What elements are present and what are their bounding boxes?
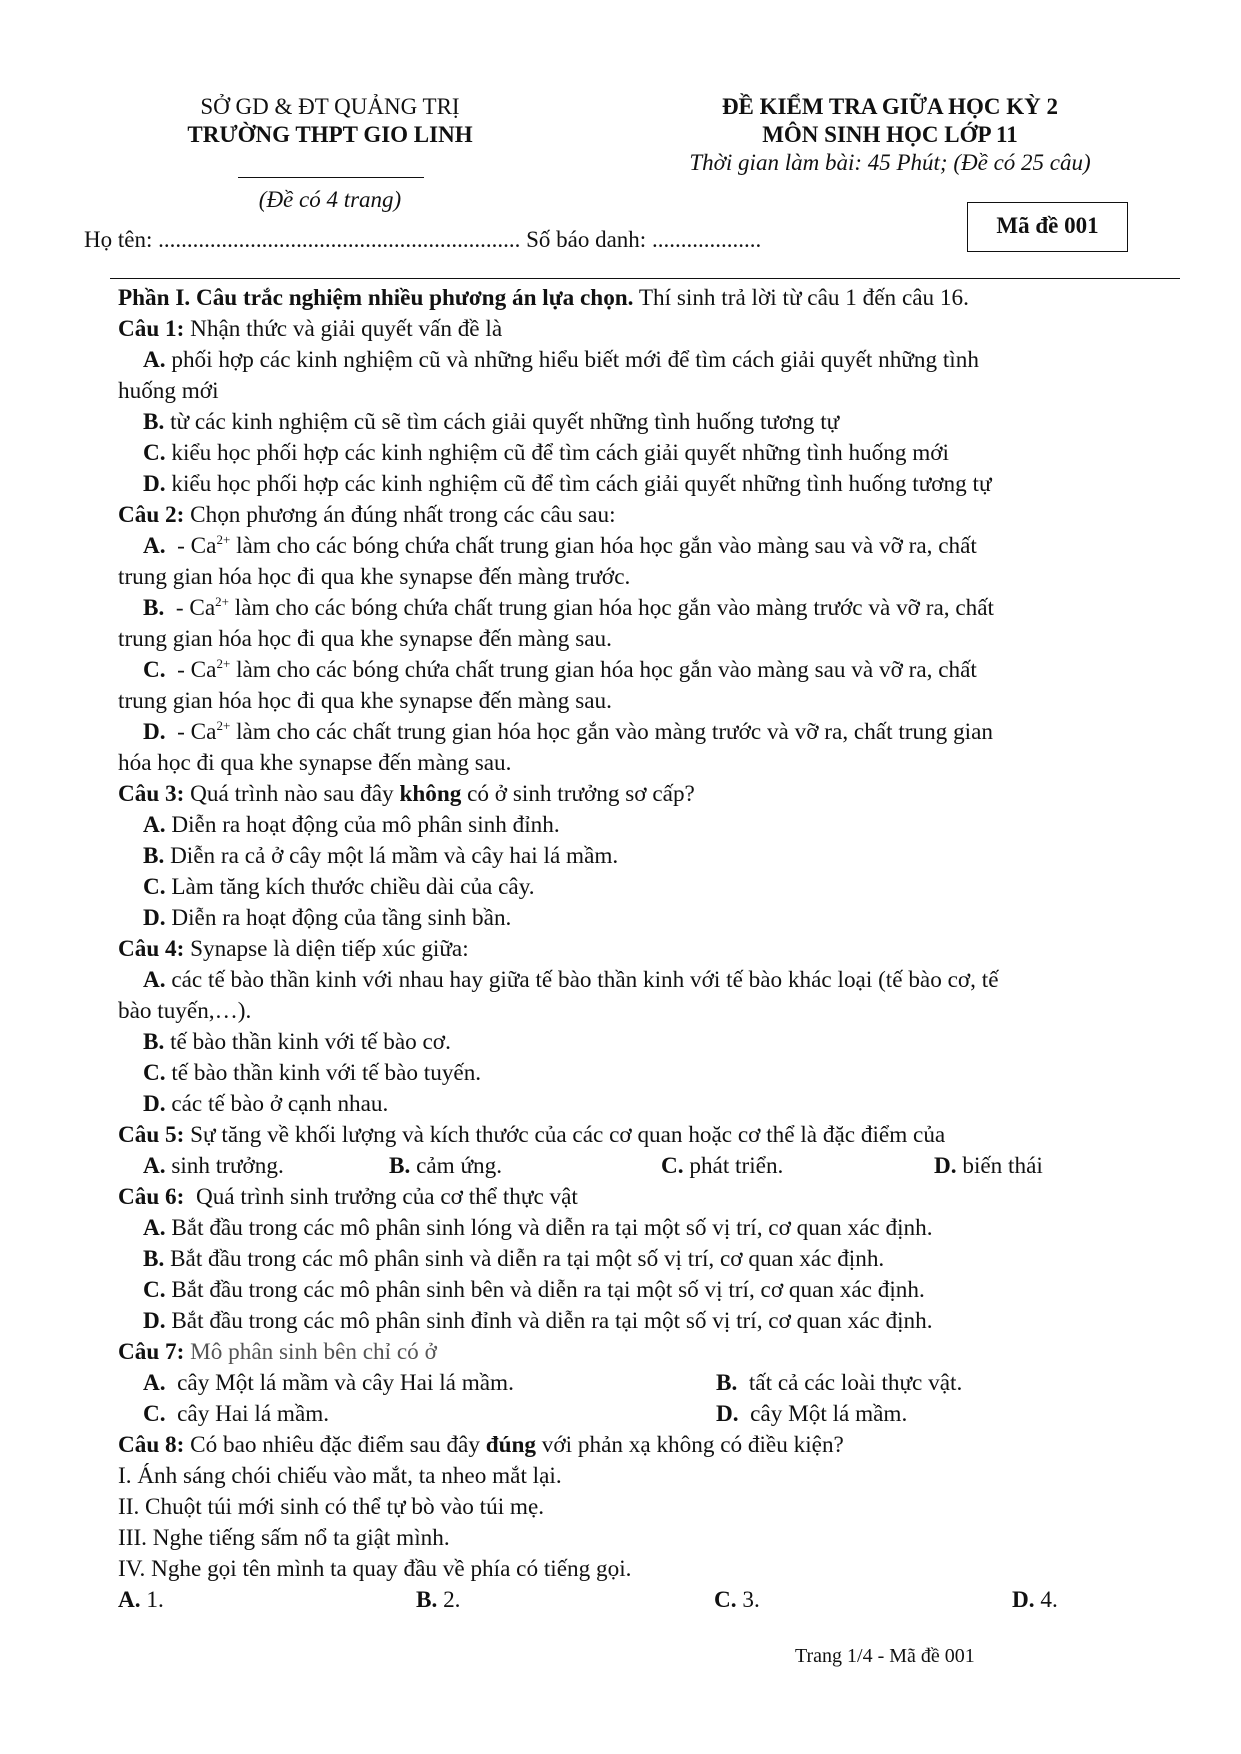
q8-statement-4: IV. Nghe gọi tên mình ta quay đầu về phía có tiếng gọi.: [118, 1556, 632, 1582]
ion-charge: 2+: [216, 656, 231, 671]
q2-text: Chọn phương án đúng nhất trong các câu sau:: [184, 502, 616, 528]
q4-option-b: [143, 1029, 451, 1056]
option-text: 3.: [736, 1587, 760, 1613]
option-label: A.: [143, 1370, 166, 1396]
exam-title: ĐỀ KIỂM TRA GIỮA HỌC KỲ 2: [721, 94, 1059, 119]
q8-emphasis: đúng: [485, 1432, 536, 1458]
q1-option-c: [143, 440, 949, 467]
q5-option-d: [934, 1153, 1043, 1180]
option-label: D.: [143, 1308, 166, 1334]
department-name: SỞ GD & ĐT QUẢNG TRỊ: [200, 94, 460, 119]
header-divider: [238, 177, 424, 178]
option-text: cây Một lá mầm và cây Hai lá mầm.: [165, 1370, 514, 1396]
option-text: Diễn ra cả ở cây một lá mầm và cây hai lá mầm.: [164, 843, 619, 869]
q8-option-c: [714, 1587, 760, 1614]
option-text: tất cả các loài thực vật.: [737, 1370, 963, 1396]
q8-statement-2: II. Chuột túi mới sinh có thể tự bò vào túi mẹ.: [118, 1494, 545, 1520]
option-label: D.: [143, 1091, 166, 1117]
q3-option-a: [143, 812, 560, 839]
option-label: A.: [143, 347, 166, 373]
q3-text: Quá trình nào sau đây: [184, 781, 400, 807]
q8-statement-3: III. Nghe tiếng sấm nổ ta giật mình.: [118, 1525, 450, 1551]
option-text: làm cho các chất trung gian hóa học gắn vào màng trước và vỡ ra, chất trung gian: [230, 719, 993, 745]
option-label: C.: [143, 440, 166, 466]
option-label: C.: [661, 1153, 684, 1179]
ion-charge: 2+: [216, 532, 231, 547]
q6-label: Câu 6:: [118, 1184, 185, 1210]
option-dash: -: [165, 533, 191, 559]
q3-emphasis: không: [399, 781, 462, 807]
option-label: B.: [143, 1246, 165, 1272]
q2-option-d-cont: hóa học đi qua khe synapse đến màng sau.: [118, 750, 512, 776]
q7-text: Mô phân sinh bên chỉ có ở: [184, 1339, 437, 1365]
q7-option-d: [716, 1401, 907, 1428]
q4-label: Câu 4:: [118, 936, 185, 962]
option-label: A.: [118, 1587, 141, 1613]
option-text: Bắt đầu trong các mô phân sinh bên và diễn ra tại một số vị trí, cơ quan xác định.: [165, 1277, 925, 1303]
subject-title: MÔN SINH HỌC LỚP 11: [762, 122, 1018, 147]
option-text: biến thái: [956, 1153, 1043, 1179]
q6-option-d: [143, 1308, 933, 1335]
option-text: tế bào thần kinh với tế bào tuyến.: [165, 1060, 482, 1086]
option-label: B.: [143, 409, 165, 435]
q6-text: Quá trình sinh trưởng của cơ thể thực vật: [184, 1184, 578, 1210]
q8-text-end: với phản xạ không có điều kiện?: [536, 1432, 844, 1458]
q7-option-b: [716, 1370, 962, 1397]
part1-instruction: Thí sinh trả lời từ câu 1 đến câu 16.: [633, 285, 969, 311]
q2-label: Câu 2:: [118, 502, 185, 528]
school-name: TRƯỜNG THPT GIO LINH: [187, 122, 473, 147]
ion-symbol: Ca: [189, 595, 216, 621]
q1-option-a-cont: huống mới: [118, 378, 219, 404]
q3-label: Câu 3:: [118, 781, 185, 807]
question-6: [118, 1184, 578, 1211]
q8-label: Câu 8:: [118, 1432, 185, 1458]
option-label: B.: [416, 1587, 438, 1613]
option-label: C.: [143, 874, 166, 900]
q4-option-d: [143, 1091, 388, 1118]
option-text: làm cho các bóng chứa chất trung gian hóa học gắn vào màng sau và vỡ ra, chất: [230, 533, 977, 559]
option-label: D.: [143, 905, 166, 931]
option-label: B.: [389, 1153, 411, 1179]
option-label: A.: [143, 812, 166, 838]
q2-option-c-cont: trung gian hóa học đi qua khe synapse đến màng sau.: [118, 688, 612, 714]
option-label: A.: [143, 1153, 166, 1179]
question-7: [118, 1339, 437, 1366]
option-text: Bắt đầu trong các mô phân sinh đỉnh và diễn ra tại một số vị trí, cơ quan xác định.: [165, 1308, 933, 1334]
option-label: C.: [714, 1587, 737, 1613]
option-text: sinh trưởng.: [165, 1153, 284, 1179]
q2-option-d: [143, 719, 993, 746]
q3-option-c: [143, 874, 535, 901]
q1-text: Nhận thức và giải quyết vấn đề là: [184, 316, 503, 342]
candidate-name-line: Họ tên: ............................................................... Số báo danh: ...................: [84, 227, 762, 252]
option-label: C.: [143, 1060, 166, 1086]
q2-option-b-cont: trung gian hóa học đi qua khe synapse đến màng sau.: [118, 626, 612, 652]
option-text: Diễn ra hoạt động của mô phân sinh đỉnh.: [165, 812, 560, 838]
ion-charge: 2+: [215, 594, 229, 609]
option-text: làm cho các bóng chứa chất trung gian hóa học gắn vào màng trước và vỡ ra, chất: [229, 595, 994, 621]
option-text: tế bào thần kinh với tế bào cơ.: [164, 1029, 451, 1055]
option-label: D.: [934, 1153, 957, 1179]
option-label: B.: [716, 1370, 738, 1396]
option-text: kiểu học phối hợp các kinh nghiệm cũ để tìm cách giải quyết những tình huống mới: [165, 440, 949, 466]
option-label: B.: [143, 1029, 165, 1055]
option-dash: -: [165, 657, 191, 683]
option-label: D.: [1012, 1587, 1035, 1613]
option-label: C.: [143, 1401, 166, 1427]
option-text: làm cho các bóng chứa chất trung gian hóa học gắn vào màng sau và vỡ ra, chất: [230, 657, 977, 683]
option-label: C.: [143, 1277, 166, 1303]
exam-code-box: Mã đề 001: [967, 202, 1128, 252]
option-dash: -: [165, 719, 191, 745]
ion-symbol: Ca: [190, 719, 217, 745]
option-text: Diễn ra hoạt động của tầng sinh bần.: [165, 905, 512, 931]
q3-text-end: có ở sinh trưởng sơ cấp?: [461, 781, 695, 807]
time-note: Thời gian làm bài: 45 Phút; (Đề có 25 câu): [689, 150, 1091, 175]
option-text: phát triển.: [683, 1153, 784, 1179]
q6-option-c: [143, 1277, 925, 1304]
q8-option-a: [118, 1587, 164, 1614]
q4-option-a-cont: bào tuyến,…).: [118, 998, 252, 1024]
option-label: B.: [143, 843, 165, 869]
option-label: A.: [143, 1215, 166, 1241]
option-text: kiểu học phối hợp các kinh nghiệm cũ để tìm cách giải quyết những tình huống tương tự: [165, 471, 992, 497]
page-footer: Trang 1/4 - Mã đề 001: [795, 1645, 975, 1667]
ion-charge: 2+: [216, 718, 231, 733]
q2-option-b: [143, 595, 994, 622]
q6-option-b: [143, 1246, 884, 1273]
question-1: [118, 316, 502, 343]
q1-option-a: [143, 347, 979, 374]
part1-heading: [118, 285, 969, 312]
option-text: từ các kinh nghiệm cũ sẽ tìm cách giải quyết những tình huống tương tự: [164, 409, 840, 435]
q1-option-d: [143, 471, 992, 498]
option-text: cây Một lá mầm.: [738, 1401, 908, 1427]
option-text: cây Hai lá mầm.: [165, 1401, 330, 1427]
option-text: cảm ứng.: [410, 1153, 503, 1179]
q4-option-a: [143, 967, 999, 994]
question-4: [118, 936, 469, 963]
q6-option-a: [143, 1215, 933, 1242]
q7-option-a: [143, 1370, 514, 1397]
q5-option-a: [143, 1153, 284, 1180]
q5-label: Câu 5:: [118, 1122, 185, 1148]
option-label: D.: [143, 471, 166, 497]
q1-option-b: [143, 409, 839, 436]
option-text: Làm tăng kích thước chiều dài của cây.: [165, 874, 535, 900]
q8-option-d: [1012, 1587, 1058, 1614]
question-3: [118, 781, 695, 808]
q8-option-b: [416, 1587, 460, 1614]
option-text: 2.: [437, 1587, 461, 1613]
q7-label: Câu 7:: [118, 1339, 185, 1365]
q4-text: Synapse là diện tiếp xúc giữa:: [184, 936, 469, 962]
q5-option-b: [389, 1153, 502, 1180]
option-label: D.: [143, 719, 166, 745]
part1-title: Phần I. Câu trắc nghiệm nhiều phương án lựa chọn.: [118, 285, 634, 311]
question-2: [118, 502, 616, 529]
q5-option-c: [661, 1153, 783, 1180]
option-text: Bắt đầu trong các mô phân sinh lóng và diễn ra tại một số vị trí, cơ quan xác định.: [165, 1215, 933, 1241]
option-text: Bắt đầu trong các mô phân sinh và diễn ra tại một số vị trí, cơ quan xác định.: [164, 1246, 885, 1272]
option-text: 1.: [140, 1587, 164, 1613]
option-text: các tế bào thần kinh với nhau hay giữa tế bào thần kinh với tế bào khác loại (tế bào cơ, tế: [165, 967, 999, 993]
option-text: các tế bào ở cạnh nhau.: [165, 1091, 389, 1117]
ion-symbol: Ca: [190, 657, 217, 683]
q1-label: Câu 1:: [118, 316, 185, 342]
q4-option-c: [143, 1060, 481, 1087]
option-label: D.: [716, 1401, 739, 1427]
q8-statement-1: I. Ánh sáng chói chiếu vào mắt, ta nheo mắt lại.: [118, 1463, 562, 1489]
option-text: phối hợp các kinh nghiệm cũ và những hiểu biết mới để tìm cách giải quyết những tình: [165, 347, 979, 373]
question-8: [118, 1432, 844, 1459]
option-label: A.: [143, 967, 166, 993]
pages-note: (Đề có 4 trang): [258, 187, 402, 212]
header-rule: [110, 278, 1180, 279]
q2-option-a-cont: trung gian hóa học đi qua khe synapse đến màng trước.: [118, 564, 631, 590]
q2-option-c: [143, 657, 977, 684]
q5-text: Sự tăng về khối lượng và kích thước của các cơ quan hoặc cơ thể là đặc điểm của: [184, 1122, 946, 1148]
q8-text: Có bao nhiêu đặc điểm sau đây: [184, 1432, 486, 1458]
q2-option-a: [143, 533, 977, 560]
question-5: [118, 1122, 945, 1149]
option-text: 4.: [1034, 1587, 1058, 1613]
q3-option-b: [143, 843, 618, 870]
option-label: B.: [143, 595, 165, 621]
ion-symbol: Ca: [190, 533, 217, 559]
q7-option-c: [143, 1401, 329, 1428]
q3-option-d: [143, 905, 511, 932]
option-label: A.: [143, 533, 166, 559]
option-dash: -: [164, 595, 190, 621]
option-label: C.: [143, 657, 166, 683]
